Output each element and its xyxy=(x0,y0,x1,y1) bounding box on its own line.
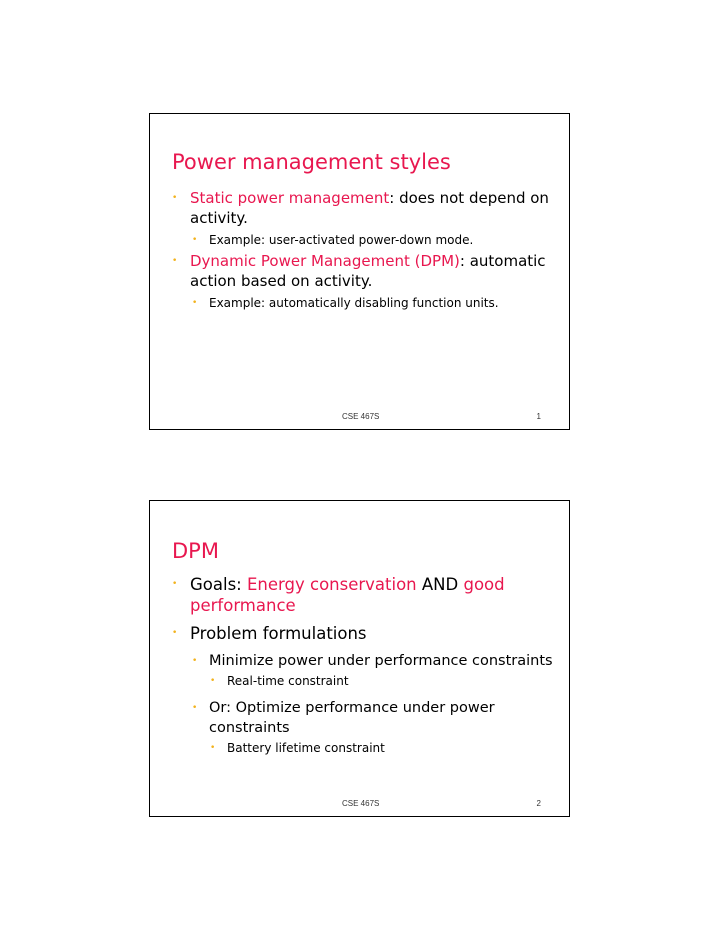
bullet-text: AND xyxy=(416,575,464,594)
highlight-term: Energy conservation xyxy=(246,575,417,594)
bullet-text: : does not depend on activity. xyxy=(190,189,549,227)
sub-sub-bullet-item xyxy=(170,673,555,689)
highlight-term: Static power management xyxy=(190,189,390,207)
bullet-icon: • xyxy=(172,628,178,638)
slide-number: 2 xyxy=(536,799,541,808)
bullet-icon: • xyxy=(192,703,198,713)
bullet-icon: • xyxy=(192,298,198,308)
footer-course: CSE 467S xyxy=(342,799,380,808)
sub-bullet-text: Example: user-activated power-down mode. xyxy=(209,233,474,247)
slide-title: Power management styles xyxy=(172,150,451,174)
sub-bullet-text: Minimize power under performance constraints xyxy=(209,653,553,669)
bullet-text: : automatic action based on activity. xyxy=(190,252,546,290)
bullet-icon: • xyxy=(192,656,198,666)
bullet-icon: • xyxy=(172,579,178,589)
slide-title: DPM xyxy=(172,539,219,563)
sub-sub-bullet-text: Battery lifetime constraint xyxy=(227,741,385,755)
bullet-icon: • xyxy=(172,193,178,203)
sub-bullet-item xyxy=(170,698,555,738)
bullet-list xyxy=(170,574,555,765)
bullet-item xyxy=(170,623,555,644)
bullet-item xyxy=(170,251,555,291)
sub-bullet-item xyxy=(170,651,555,671)
sub-bullet-text: Or: Optimize performance under power constraints xyxy=(209,700,495,736)
highlight-term: Dynamic Power Management (DPM) xyxy=(190,252,460,270)
bullet-icon: • xyxy=(192,235,198,245)
bullet-list xyxy=(170,188,555,314)
sub-bullet-item xyxy=(170,232,555,248)
slide-2 xyxy=(149,500,570,817)
sub-bullet-text: Example: automatically disabling function units. xyxy=(209,296,499,310)
highlight-term: good performance xyxy=(190,575,505,615)
bullet-item xyxy=(170,188,555,228)
bullet-icon: • xyxy=(210,676,216,686)
bullet-icon: • xyxy=(210,743,216,753)
sub-sub-bullet-text: Real-time constraint xyxy=(227,674,349,688)
bullet-icon: • xyxy=(172,256,178,266)
bullet-text: Goals: xyxy=(190,575,247,594)
slide-1 xyxy=(149,113,570,430)
slide-number: 1 xyxy=(536,412,541,421)
footer-course: CSE 467S xyxy=(342,412,380,421)
sub-sub-bullet-item xyxy=(170,740,555,756)
bullet-item xyxy=(170,574,555,616)
sub-bullet-item xyxy=(170,295,555,311)
bullet-text: Problem formulations xyxy=(190,624,367,643)
